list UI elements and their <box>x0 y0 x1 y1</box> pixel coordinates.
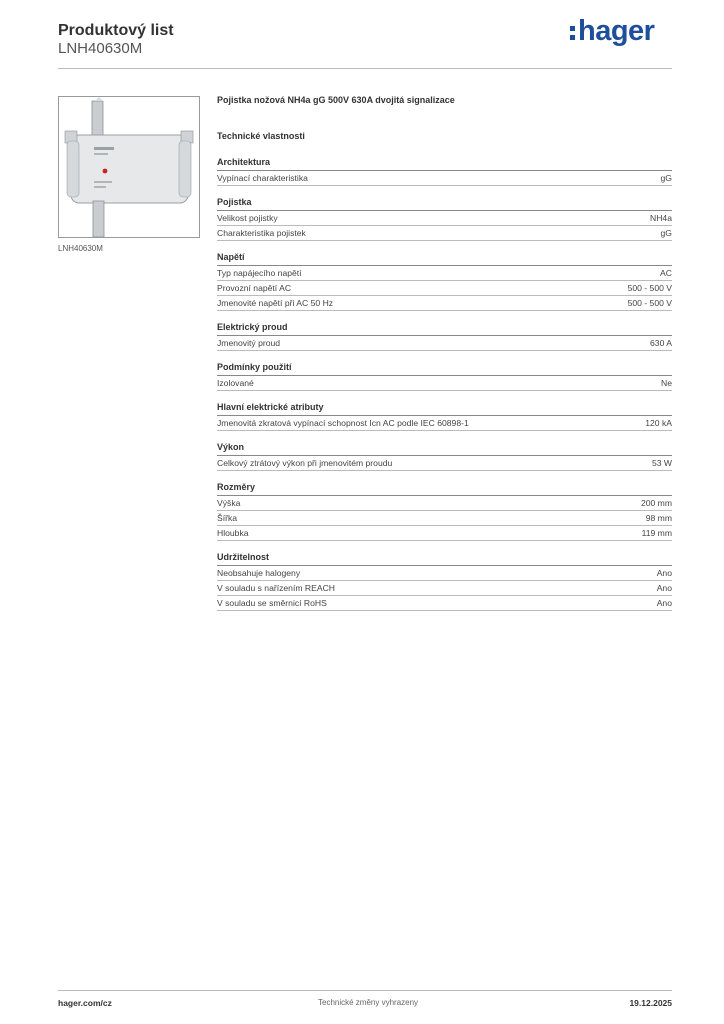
spec-label: Velikost pojistky <box>217 213 278 223</box>
spec-row <box>217 266 672 281</box>
spec-content <box>217 94 672 621</box>
spec-section <box>217 401 672 431</box>
spec-label: Typ napájecího napětí <box>217 268 302 278</box>
spec-value: Ano <box>656 598 672 608</box>
section-title: Výkon <box>217 441 672 456</box>
spec-value: 200 mm <box>640 498 672 508</box>
page-title: Produktový list <box>58 22 174 39</box>
spec-row <box>217 496 672 511</box>
fuse-illustration-icon <box>59 97 199 237</box>
spec-row <box>217 526 672 541</box>
spec-value: 98 mm <box>645 513 672 523</box>
spec-label: Vypínací charakteristika <box>217 173 308 183</box>
spec-row <box>217 226 672 241</box>
section-title: Rozměry <box>217 481 672 496</box>
footer-date: 19.12.2025 <box>629 998 672 1008</box>
section-title: Pojistka <box>217 196 672 211</box>
spec-label: V souladu s nařízením REACH <box>217 583 335 593</box>
section-title: Elektrický proud <box>217 321 672 336</box>
spec-label: Hloubka <box>217 528 249 538</box>
header-divider <box>58 68 672 69</box>
spec-sections <box>217 156 672 611</box>
spec-section <box>217 321 672 351</box>
spec-row <box>217 416 672 431</box>
spec-label: Neobsahuje halogeny <box>217 568 301 578</box>
spec-row <box>217 596 672 611</box>
spec-section <box>217 251 672 311</box>
spec-value: AC <box>660 268 672 278</box>
section-title: Napětí <box>217 251 672 266</box>
logo-mark-icon <box>570 26 575 40</box>
spec-value: NH4a <box>650 213 672 223</box>
spec-row <box>217 511 672 526</box>
spec-value: Ne <box>661 378 672 388</box>
spec-row <box>217 211 672 226</box>
spec-row <box>217 171 672 186</box>
spec-section <box>217 361 672 391</box>
spec-row <box>217 581 672 596</box>
spec-row <box>217 566 672 581</box>
spec-section <box>217 441 672 471</box>
spec-label: V souladu se směrnicí RoHS <box>217 598 327 608</box>
logo-text: hager <box>578 14 655 47</box>
section-title: Hlavní elektrické atributy <box>217 401 672 416</box>
spec-label: Celkový ztrátový výkon při jmenovitém proudu <box>217 458 393 468</box>
spec-row <box>217 336 672 351</box>
footer-website: hager.com/cz <box>58 998 112 1008</box>
footer-divider <box>58 990 672 991</box>
image-caption: LNH40630M <box>58 244 103 253</box>
spec-label: Výška <box>217 498 241 508</box>
spec-label: Charakteristika pojistek <box>217 228 306 238</box>
spec-value: 500 - 500 V <box>627 298 672 308</box>
spec-label: Provozní napětí AC <box>217 283 292 293</box>
spec-value: Ano <box>656 568 672 578</box>
spec-value: gG <box>660 173 672 183</box>
spec-section <box>217 481 672 541</box>
spec-section <box>217 196 672 241</box>
section-title: Podmínky použití <box>217 361 672 376</box>
spec-section <box>217 551 672 611</box>
spec-row <box>217 296 672 311</box>
spec-value: gG <box>660 228 672 238</box>
section-title: Udržitelnost <box>217 551 672 566</box>
product-image <box>58 96 200 238</box>
spec-label: Jmenovitý proud <box>217 338 281 348</box>
spec-value: 500 - 500 V <box>627 283 672 293</box>
footer-notice: Technické změny vyhrazeny <box>318 998 419 1007</box>
spec-label: Jmenovité napětí při AC 50 Hz <box>217 298 334 308</box>
spec-value: 119 mm <box>641 528 672 538</box>
spec-value: Ano <box>656 583 672 593</box>
spec-value: 53 W <box>651 458 672 468</box>
hager-logo <box>570 14 654 48</box>
spec-label: Jmenovitá zkratová vypínací schopnost Icn AC podle IEC 60898-1 <box>217 418 469 428</box>
spec-label: Izolované <box>217 378 254 388</box>
tech-heading: Technické vlastnosti <box>217 131 305 141</box>
spec-section <box>217 156 672 186</box>
product-name: Pojistka nožová NH4a gG 500V 630A dvojitá signalizace <box>217 95 455 105</box>
product-code: LNH40630M <box>58 40 143 57</box>
spec-row <box>217 281 672 296</box>
spec-value: 120 kA <box>645 418 672 428</box>
section-title: Architektura <box>217 156 672 171</box>
spec-label: Šířka <box>217 513 238 523</box>
spec-value: 630 A <box>650 338 672 348</box>
spec-row <box>217 376 672 391</box>
spec-row <box>217 456 672 471</box>
